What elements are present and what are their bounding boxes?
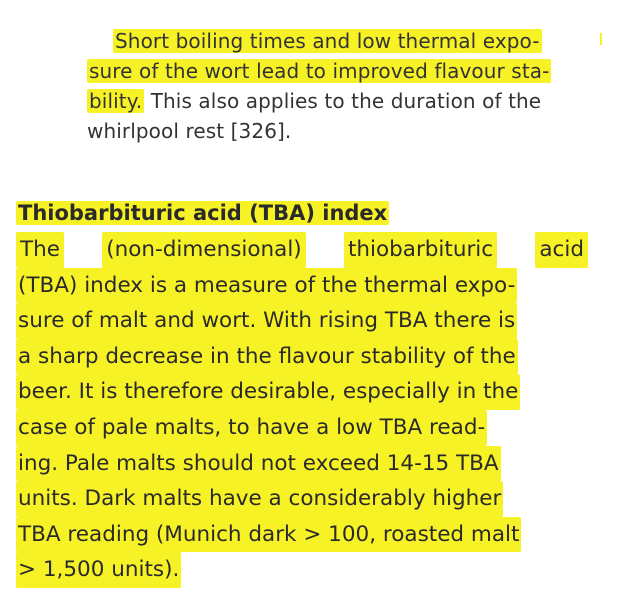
highlighted-word: The <box>16 232 64 268</box>
highlighted-text: ing. Pale malts should not exceed 14-15 TBA <box>16 446 501 482</box>
text-line <box>16 517 604 553</box>
plain-text: whirlpool rest [326]. <box>87 119 292 143</box>
text-line <box>16 410 604 446</box>
highlighted-text: (TBA) index is a measure of the thermal expo- <box>16 268 517 304</box>
highlighted-text: sure of malt and wort. With rising TBA there is <box>16 303 517 339</box>
text-line <box>87 116 577 146</box>
highlighted-text: bility. <box>89 89 143 113</box>
text-line <box>16 232 588 268</box>
highlighted-word: acid <box>535 232 588 268</box>
highlighted-text: case of pale malts, to have a low TBA read- <box>16 410 487 446</box>
text-line <box>16 552 604 588</box>
highlighted-text: Short boiling times and low thermal expo- <box>115 29 540 53</box>
highlighted-text: > 1,500 units). <box>16 552 181 588</box>
plain-text: This also applies to the duration of the <box>144 89 542 113</box>
highlighted-text: beer. It is therefore desirable, especially in the <box>16 374 520 410</box>
highlighted-word: thiobarbituric <box>344 232 497 268</box>
text-line <box>16 446 604 482</box>
text-line <box>16 374 604 410</box>
section-paragraph <box>16 232 604 588</box>
intro-paragraph <box>87 26 577 146</box>
highlighted-heading: Thiobarbituric acid (TBA) index <box>18 201 388 225</box>
highlighted-text: units. Dark malts have a considerably higher <box>16 481 503 517</box>
text-line <box>87 56 577 86</box>
text-line <box>16 339 604 375</box>
text-line <box>16 481 604 517</box>
text-line <box>87 26 577 56</box>
section-heading <box>16 198 389 228</box>
text-line <box>16 268 604 304</box>
highlighted-text: sure of the wort lead to improved flavour sta- <box>89 59 550 83</box>
highlighted-text: TBA reading (Munich dark > 100, roasted malt <box>16 517 521 553</box>
highlighted-text: a sharp decrease in the flavour stability of the <box>16 339 518 375</box>
highlighted-word: (non-dimensional) <box>102 232 305 268</box>
text-line <box>87 86 577 116</box>
text-line <box>16 303 604 339</box>
highlight-mark <box>600 33 602 45</box>
